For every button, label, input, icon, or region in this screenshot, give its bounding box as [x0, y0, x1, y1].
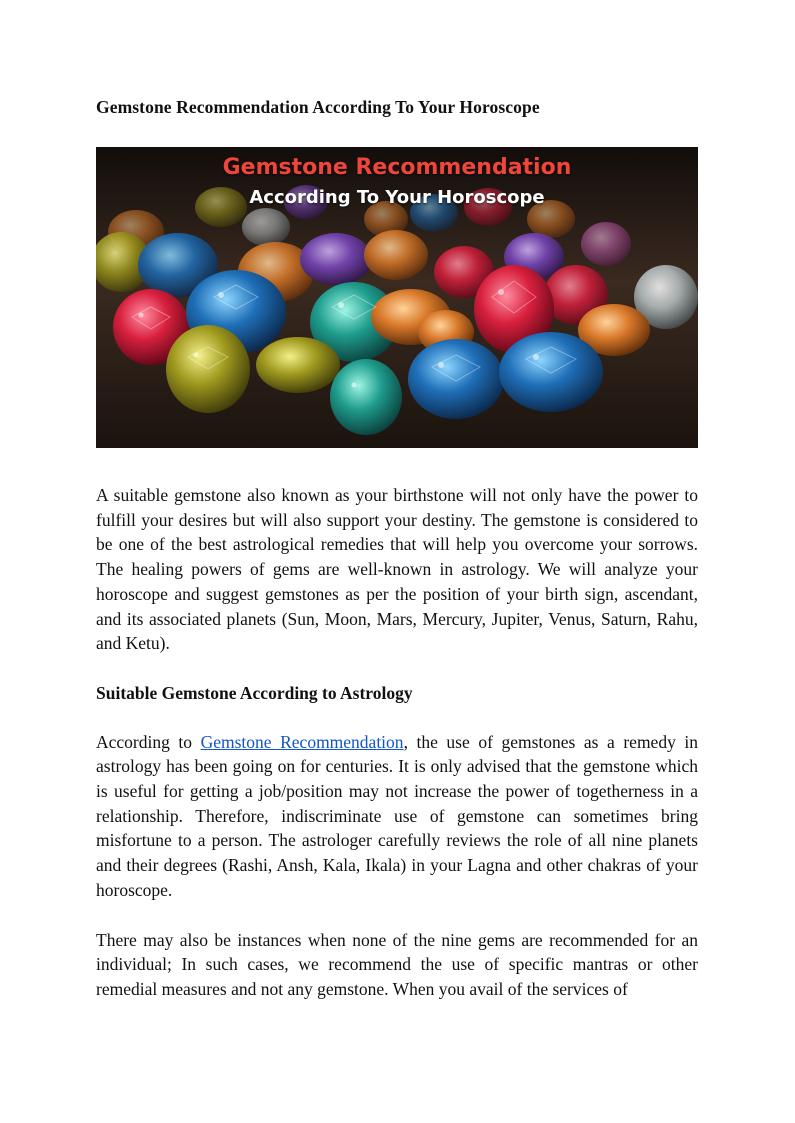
paragraph-text-after-link: , the use of gemstones as a remedy in astrology has been going on for centuries. It is only advised that the gemstone which is useful for getting a job/position may not increase the power of togetherness in a relationship. Therefore, indiscriminate use of gemstone can sometimes bring misfortune to a person. The astrologer carefully reviews the role of all nine planets and their degrees (Rashi, Ansh, Kala, Ikala) in your Lagna and other chakras of your horoscope.: [96, 731, 698, 900]
gemstone-recommendation-link[interactable]: Gemstone Recommendation: [200, 731, 404, 752]
hero-image: [96, 147, 698, 448]
document-title: Gemstone Recommendation According To Your Horoscope: [96, 97, 540, 117]
section-heading: Suitable Gemstone According to Astrology: [96, 682, 413, 703]
mantras-paragraph: There may also be instances when none of the nine gems are recommended for an individual; In such cases, we recommend the use of specific mantras or other remedial measures and not any gemstone. When you avail of the services of: [96, 929, 698, 999]
hero-title: Gemstone Recommendation: [222, 155, 572, 180]
document-page: [96, 94, 698, 1002]
paragraph-text-before-link: According to: [96, 731, 201, 752]
hero-subtitle: According To Your Horoscope: [249, 187, 545, 208]
astrology-paragraph: [96, 730, 698, 903]
intro-paragraph: A suitable gemstone also known as your birthstone will not only have the power to fulfill your desires but will also support your destiny. The gemstone is considered to be one of the best astrological remedies that will help you overcome your sorrows. The healing powers of gems are well-known in astrology. We will analyze your horoscope and suggest gemstones as per the position of your birth sign, ascendant, and its associated planets (Sun, Moon, Mars, Mercury, Jupiter, Venus, Saturn, Rahu, and Ketu).: [96, 485, 698, 654]
